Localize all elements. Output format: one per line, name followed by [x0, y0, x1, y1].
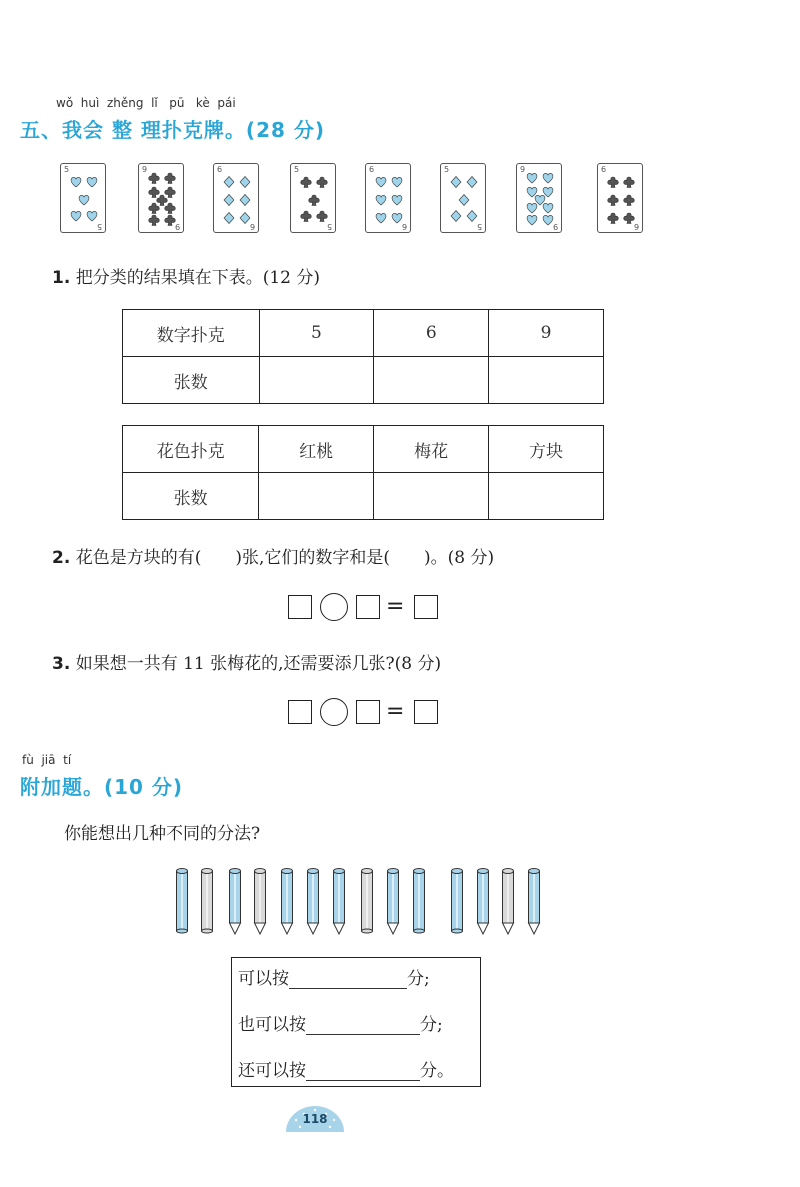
diamond-icon [458, 194, 470, 206]
bonus-pinyin: fù jiā tí [22, 753, 72, 767]
club-icon [148, 214, 160, 226]
answer-cell[interactable] [259, 473, 374, 520]
answer-row-1 [238, 964, 430, 989]
pencil-icon [501, 867, 515, 935]
heart-icon [542, 214, 554, 226]
diamond-icon [466, 210, 478, 222]
diamond-icon [223, 194, 235, 206]
card-rank: 5 [444, 165, 450, 174]
table-cell: 红桃 [259, 426, 374, 473]
card-rank: 5 [96, 222, 102, 231]
pencil-icon [476, 867, 490, 935]
table-cell: 方块 [489, 426, 604, 473]
heart-icon [375, 194, 387, 206]
pencil-icon [527, 867, 541, 935]
heart-icon [391, 176, 403, 188]
diamond-icon [223, 212, 235, 224]
club-icon [300, 176, 312, 188]
club-icon [623, 212, 635, 224]
card-rank: 5 [476, 222, 482, 231]
heart-icon [86, 176, 98, 188]
club-icon [148, 202, 160, 214]
heart-icon [375, 212, 387, 224]
operator-circle[interactable] [320, 698, 348, 726]
answer-cell[interactable] [489, 473, 604, 520]
heart-icon [86, 210, 98, 222]
pencil-icon [450, 867, 464, 935]
playing-card [597, 163, 643, 233]
equals-sign: = [386, 594, 405, 619]
table-row [123, 473, 604, 520]
answer-cell[interactable] [374, 473, 489, 520]
club-icon [607, 194, 619, 206]
pencil-icon [412, 867, 426, 935]
answer-box[interactable] [414, 700, 438, 724]
answer-box[interactable] [414, 595, 438, 619]
club-icon [164, 202, 176, 214]
answer-cell[interactable] [374, 357, 489, 404]
question-2-number: 2. [52, 548, 71, 568]
diamond-icon [450, 176, 462, 188]
club-icon [607, 212, 619, 224]
answer-suffix: 分; [407, 969, 430, 989]
question-1-text: 把分类的结果填在下表。(12 分) [75, 268, 321, 288]
question-1 [52, 263, 320, 288]
playing-card [440, 163, 486, 233]
heart-icon [70, 176, 82, 188]
card-rank: 5 [294, 165, 300, 174]
pencil-icon [253, 867, 267, 935]
answer-prefix: 也可以按 [238, 1015, 306, 1035]
operator-circle[interactable] [320, 593, 348, 621]
club-icon [308, 194, 320, 206]
card-rank: 6 [217, 165, 223, 174]
club-icon [623, 194, 635, 206]
table-row [123, 357, 604, 404]
card-rank: 9 [552, 222, 558, 231]
diamond-icon [239, 176, 251, 188]
heart-icon [526, 172, 538, 184]
question-2-text: 花色是方块的有( )张,它们的数字和是( )。(8 分) [75, 548, 495, 568]
pencil-icon [228, 867, 242, 935]
heart-icon [375, 176, 387, 188]
pencil-icon [332, 867, 346, 935]
question-3 [52, 649, 441, 674]
heart-icon [542, 172, 554, 184]
club-icon [316, 210, 328, 222]
answer-row-2 [238, 1010, 443, 1035]
playing-card [138, 163, 184, 233]
answer-blank[interactable] [306, 1014, 420, 1035]
diamond-icon [223, 176, 235, 188]
pencil-icon [386, 867, 400, 935]
playing-card [516, 163, 562, 233]
playing-card [365, 163, 411, 233]
heart-icon [70, 210, 82, 222]
card-rank: 5 [64, 165, 70, 174]
card-rank: 6 [249, 222, 255, 231]
card-rank: 9 [520, 165, 526, 174]
answer-row-3 [238, 1056, 454, 1081]
equals-sign: = [386, 699, 405, 724]
question-3-number: 3. [52, 654, 71, 674]
table-row [123, 310, 604, 357]
bonus-title: 附加题。(10 分) [20, 775, 184, 799]
playing-card [213, 163, 259, 233]
heart-icon [526, 202, 538, 214]
question-2 [52, 543, 494, 568]
section5-pinyin: wǒ huì zhěng lǐ pū kè pái [56, 96, 236, 110]
answer-box[interactable] [356, 700, 380, 724]
pencil-icon [175, 867, 189, 935]
diamond-icon [239, 212, 251, 224]
card-rank: 6 [401, 222, 407, 231]
table-cell: 9 [489, 310, 604, 357]
heart-icon [542, 202, 554, 214]
heart-icon [391, 212, 403, 224]
heart-icon [391, 194, 403, 206]
answer-prefix: 可以按 [238, 969, 289, 989]
page-number-badge [282, 1102, 348, 1134]
club-icon [164, 172, 176, 184]
club-icon [607, 176, 619, 188]
club-icon [300, 210, 312, 222]
answer-box[interactable] [288, 595, 312, 619]
pencil-icon [360, 867, 374, 935]
answer-blank[interactable] [289, 968, 407, 989]
section5-title: 五、我会 整 理扑克牌。(28 分) [20, 118, 326, 142]
answer-cell[interactable] [259, 357, 374, 404]
answer-suffix: 分; [420, 1015, 443, 1035]
heart-icon [526, 214, 538, 226]
answer-suffix: 分。 [420, 1061, 454, 1081]
club-icon [164, 214, 176, 226]
club-icon [148, 172, 160, 184]
diamond-icon [466, 176, 478, 188]
table-cell: 花色扑克 [123, 426, 259, 473]
card-rank: 6 [633, 222, 639, 231]
answer-box[interactable] [356, 595, 380, 619]
answer-prefix: 还可以按 [238, 1061, 306, 1081]
answer-cell[interactable] [489, 357, 604, 404]
heart-icon [78, 194, 90, 206]
diamond-icon [239, 194, 251, 206]
club-icon [623, 176, 635, 188]
question-1-number: 1. [52, 268, 71, 288]
playing-card [290, 163, 336, 233]
table-cell: 6 [374, 310, 489, 357]
table-cell: 数字扑克 [123, 310, 260, 357]
diamond-icon [450, 210, 462, 222]
table-cell: 张数 [123, 357, 260, 404]
club-icon [316, 176, 328, 188]
card-rank: 9 [142, 165, 148, 174]
pencil-icon [200, 867, 214, 935]
playing-card [60, 163, 106, 233]
table-row [123, 426, 604, 473]
answer-panel [231, 957, 481, 1087]
card-rank: 5 [326, 222, 332, 231]
answer-blank[interactable] [306, 1060, 420, 1081]
pencil-icon [280, 867, 294, 935]
number-cards-table [122, 309, 604, 404]
card-rank: 6 [369, 165, 375, 174]
card-rank: 9 [174, 222, 180, 231]
table-cell: 梅花 [374, 426, 489, 473]
question-3-text: 如果想一共有 11 张梅花的,还需要添几张?(8 分) [75, 654, 442, 674]
bonus-question: 你能想出几种不同的分法? [64, 824, 261, 844]
table-cell: 张数 [123, 473, 259, 520]
suit-cards-table [122, 425, 604, 520]
card-rank: 6 [601, 165, 607, 174]
page-number: 118 [302, 1112, 328, 1126]
answer-box[interactable] [288, 700, 312, 724]
table-cell: 5 [259, 310, 374, 357]
pencil-icon [306, 867, 320, 935]
